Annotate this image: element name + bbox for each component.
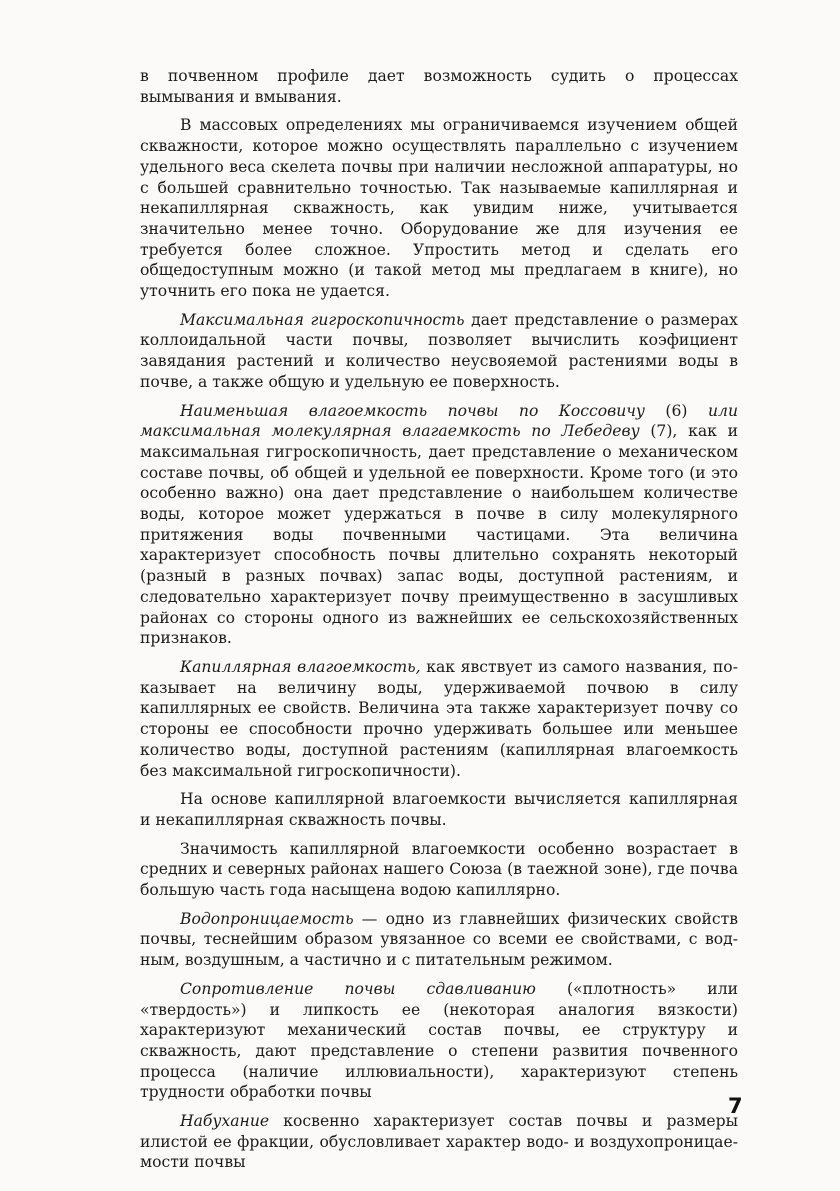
paragraph-text: На основе капиллярной влагоемкости вычисляется капиллярная и некапиллярная скважность почвы. (140, 790, 738, 829)
body-text (140, 66, 738, 1173)
paragraph-text: (6) (644, 401, 708, 420)
term-italic: Сопротивление почвы сдавливанию (180, 979, 536, 998)
term-italic: Наименьшая влагоемкость почвы по Коссовичу (180, 401, 645, 420)
paragraph-text: Значимость капиллярной влагоемкости особенно возрастает в средних и северных районах нашего Союза (в таежной зоне), где почва большую часть года насыщена водою капиллярно. (140, 839, 738, 900)
paragraph (140, 310, 738, 393)
paragraph-text: («плотность» или «твердость») и липкость ее (некоторая аналогия вязкости) характеризуют механический состав почвы, ее структуру и скважность, дают представление о степени развития почвенного процесса (наличие иллювиальности), характеризуют степень трудности обработки почвы (140, 979, 738, 1102)
term-italic: Максимальная гигроскопичность (180, 310, 465, 329)
paragraph (140, 66, 738, 107)
page-number: 7 (728, 1094, 743, 1118)
term-italic: Капиллярная влагоемкость, (180, 657, 421, 676)
term-italic: Водопроницаемость (180, 909, 354, 928)
paragraph (140, 657, 738, 781)
term-italic: Набухание (180, 1112, 270, 1131)
paragraph (140, 401, 738, 649)
paragraph-text: — одно из главнейших физических свойств почвы, теснейшим образом увязанное со всеми ее свойствами, с водным, воздушным, а частично и с питательным режимом. (140, 909, 738, 970)
paragraph (140, 115, 738, 301)
paragraph-text: (7), как и максимальная гигроскопичность, дает представление о механическом составе почвы, об общей и удельной ее поверхности. Кроме того (и это особенно важно) она дает представление о наибольшем количестве воды, которое может удержаться в почве в силу молекулярного притяжения воды почвенными частицами. Эта величина характеризует способность почвы длительно сохранять некоторый (разный в разных почвах) запас воды, доступной растениям, и следовательно характеризует почву преимущественно в засушливых районах со стороны одного из важнейших ее сельскохозяйственных признаков. (140, 422, 738, 648)
paragraph (140, 909, 738, 971)
paragraph (140, 1111, 738, 1173)
paragraph (140, 789, 738, 830)
paragraph-text: косвенно характеризует состав почвы и размеры илистой ее фракции, обусловливает характер водо- и воздухопроницаемости почвы (140, 1112, 738, 1172)
paragraph (140, 979, 738, 1103)
paragraph (140, 839, 738, 901)
paragraph-text: В массовых определениях мы ограничиваемся изучением общей скважности, которое можно осуществлять параллельно с изучением удельного веса скелета почвы при наличии несложной аппаратуры, но с большей сравнительно точностью. Так называемые капиллярная и некапиллярная скважность, как увидим ниже, учитывается значительно менее точно. Оборудование же для изучения ее требуется более сложное. Упростить метод и сделать его общедоступным можно (и такой метод мы предлагаем в книге), но уточнить его пока не удается. (140, 116, 738, 301)
paragraph-text: дает представление о размерах коллоидальной части почвы, позволяет вычислить коэфициент завядания растений и количество неусвояемой растениями воды в почве, а также общую и удельную ее поверхность. (140, 310, 738, 391)
paragraph-text: в почвенном профиле дает возможность судить о процессах вымывания и вмывания. (140, 67, 738, 106)
term-italic: или максимальная молекулярная влагаемкость по Лебедеву (140, 401, 738, 441)
paragraph-text: как явствует из самого названия, показывает на величину воды, удерживаемой почвою в силу капиллярных ее свойств. Величина эта также характеризует почву со стороны ее способности прочно удерживать большее или меньшее количество воды, доступной растениям (капиллярная влагоемкость без максимальной гигроскопичности). (140, 657, 738, 780)
